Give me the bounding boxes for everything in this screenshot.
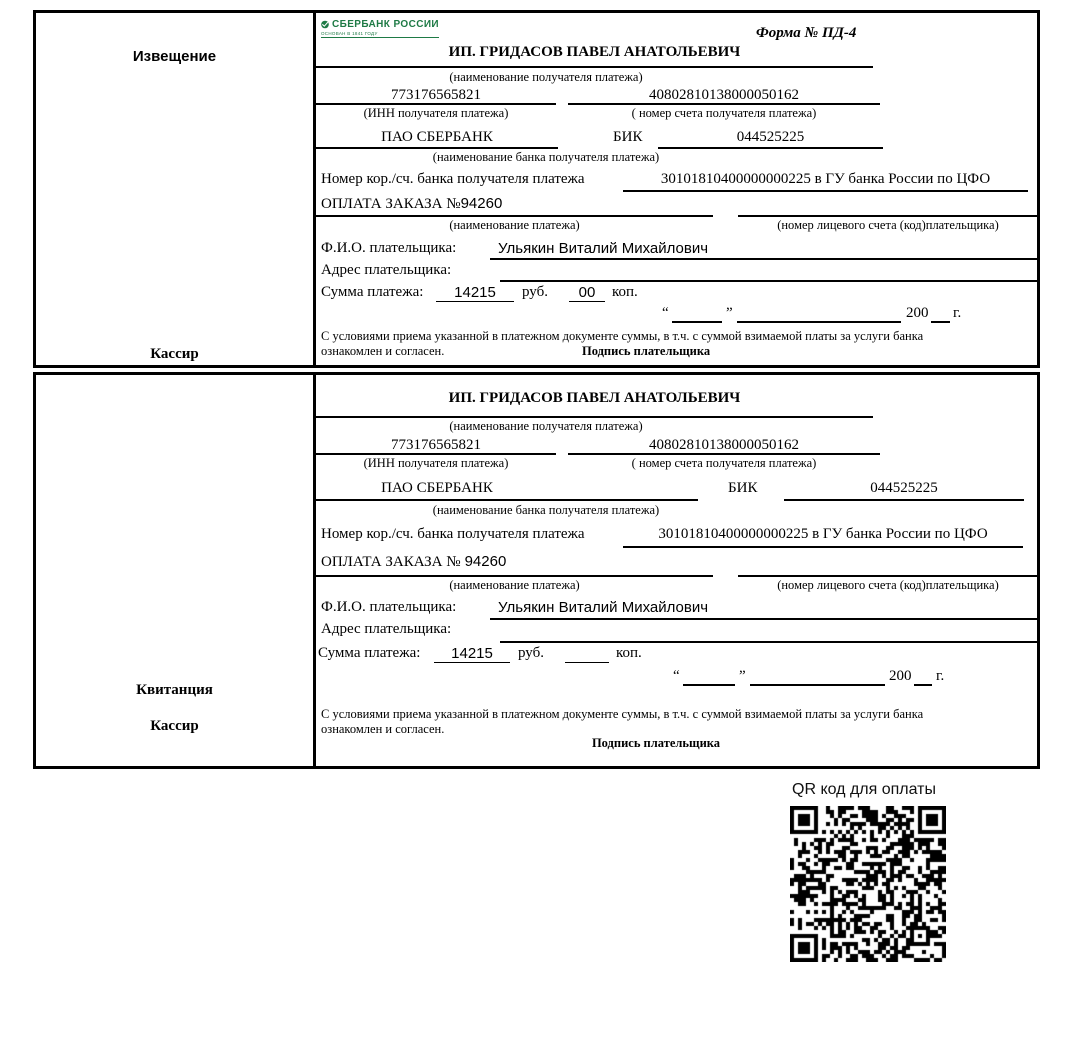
- account-underline: [568, 103, 880, 105]
- terms-line1: С условиями приема указанной в платежном документе суммы, в т.ч. с суммой взимаемой платы за услуги банка: [321, 707, 924, 721]
- signature-label: Подпись плательщика: [591, 736, 721, 750]
- notice-right-column: [316, 13, 1037, 365]
- personal-account-underline: [738, 215, 1038, 217]
- sberbank-logo: [321, 18, 439, 38]
- inn-underline: [316, 103, 556, 105]
- amount-rub-value: 14215: [436, 284, 514, 302]
- qr-code-label: QR код для оплаты: [792, 781, 937, 798]
- amount-kop-value: 00: [569, 284, 605, 302]
- form-number: Форма № ПД-4: [756, 25, 857, 41]
- bank-caption: (наименование банка получателя платежа): [432, 150, 660, 164]
- date-open-quote: “: [662, 305, 669, 321]
- sberbank-emblem-icon: [321, 18, 329, 31]
- receipt-right-column: [316, 375, 1037, 766]
- date-month-underline: [737, 321, 901, 323]
- rub-label: руб.: [522, 284, 548, 300]
- corr-account-label: Номер кор./сч. банка получателя платежа: [321, 171, 585, 187]
- corr-account-underline: [623, 190, 1028, 192]
- bik-label: БИК: [728, 480, 758, 496]
- corr-account-label: Номер кор./сч. банка получателя платежа: [321, 526, 585, 542]
- bik-value: 044525225: [736, 129, 805, 145]
- order-number: 94260: [464, 553, 507, 570]
- terms-line2: ознакомлен и согласен.: [321, 722, 445, 736]
- kop-label: коп.: [616, 645, 642, 661]
- date-year-prefix: 200: [889, 668, 912, 684]
- corr-account-value: 30101810400000000225 в ГУ банка России по ЦФО: [660, 171, 991, 187]
- account-value: 40802810138000050162: [649, 87, 799, 103]
- payment-purpose-row: [321, 195, 502, 213]
- sberbank-brand-text: СБЕРБАНК РОССИИ: [331, 19, 439, 30]
- payer-name-value: Ульякин Виталий Михайлович: [498, 599, 709, 616]
- receipt-left-column: [36, 375, 316, 766]
- corr-account-value: 30101810400000000225 в ГУ банка России по ЦФО: [658, 526, 988, 542]
- notice-left-column: [36, 13, 316, 365]
- amount-rub-value: 14215: [434, 645, 510, 663]
- recipient-name: ИП. ГРИДАСОВ ПАВЕЛ АНАТОЛЬЕВИЧ: [448, 390, 741, 406]
- sberbank-tagline: ОСНОВАН В 1841 ГОДУ: [321, 31, 378, 36]
- date-close-quote: ”: [726, 305, 733, 321]
- date-year-underline: [931, 321, 950, 323]
- receipt-title: Квитанция: [136, 682, 213, 698]
- order-number: 94260: [460, 195, 503, 212]
- amount-kop-value: [565, 645, 609, 663]
- inn-caption: (ИНН получателя платежа): [363, 456, 509, 470]
- date-year-underline: [914, 684, 932, 686]
- payer-name-value: Ульякин Виталий Михайлович: [498, 240, 709, 257]
- account-caption: ( номер счета получателя платежа): [631, 106, 817, 120]
- notice-section: [33, 10, 1040, 368]
- bik-label: БИК: [613, 129, 643, 145]
- bik-value: 044525225: [870, 480, 938, 496]
- recipient-name: ИП. ГРИДАСОВ ПАВЕЛ АНАТОЛЬЕВИЧ: [448, 44, 741, 60]
- terms-line1: С условиями приема указанной в платежном документе суммы, в т.ч. с суммой взимаемой платы за услуги банка: [321, 329, 924, 343]
- payer-address-underline: [500, 280, 1037, 282]
- date-day-underline: [672, 321, 722, 323]
- rub-label: руб.: [518, 645, 544, 661]
- payer-name-label: Ф.И.О. плательщика:: [321, 240, 457, 256]
- recipient-caption: (наименование получателя платежа): [449, 70, 643, 84]
- date-day-underline: [683, 684, 735, 686]
- qr-code-image: [790, 806, 946, 962]
- inn-caption: (ИНН получателя платежа): [363, 106, 509, 120]
- payer-address-label: Адрес плательщика:: [321, 262, 452, 278]
- bank-name-value: ПАО СБЕРБАНК: [381, 480, 493, 496]
- notice-cashier-label: Кассир: [150, 346, 199, 362]
- notice-title: Извещение: [132, 48, 217, 65]
- corr-account-underline: [623, 546, 1023, 548]
- bank-name-value: ПАО СБЕРБАНК: [381, 129, 493, 145]
- account-underline: [568, 453, 880, 455]
- payment-purpose-underline: [316, 575, 713, 577]
- bank-name-underline: [316, 499, 698, 501]
- payer-name-underline: [490, 618, 1037, 620]
- inn-value: 773176565821: [391, 437, 481, 453]
- recipient-underline: [316, 416, 873, 418]
- payer-name-underline: [490, 258, 1037, 260]
- date-close-quote: ”: [739, 668, 746, 684]
- signature-label: Подпись плательщика: [582, 344, 711, 358]
- payment-caption: (наименование платежа): [449, 578, 580, 592]
- personal-account-underline: [738, 575, 1038, 577]
- date-open-quote: “: [673, 668, 680, 684]
- bik-underline: [658, 147, 883, 149]
- bank-caption: (наименование банка получателя платежа): [432, 503, 660, 517]
- payment-purpose-row: [321, 553, 506, 571]
- account-value: 40802810138000050162: [649, 437, 799, 453]
- kop-label: коп.: [612, 284, 638, 300]
- terms-line2: ознакомлен и согласен.: [321, 344, 445, 358]
- payer-address-label: Адрес плательщика:: [321, 621, 452, 637]
- date-month-underline: [750, 684, 885, 686]
- payer-address-underline: [500, 641, 1037, 643]
- date-year-suffix: г.: [953, 305, 962, 321]
- personal-account-caption: (номер лицевого счета (код)плательщика): [777, 578, 999, 592]
- recipient-caption: (наименование получателя платежа): [449, 419, 643, 433]
- payment-purpose-label: ОПЛАТА ЗАКАЗА №: [321, 196, 461, 212]
- inn-value: 773176565821: [391, 87, 481, 103]
- bik-underline: [784, 499, 1024, 501]
- payment-purpose-underline: [316, 215, 713, 217]
- date-year-prefix: 200: [906, 305, 929, 321]
- date-year-suffix: г.: [936, 668, 945, 684]
- payment-purpose-label: ОПЛАТА ЗАКАЗА №: [321, 554, 461, 570]
- amount-label: Сумма платежа:: [321, 284, 424, 300]
- receipt-section: [33, 372, 1040, 769]
- recipient-underline: [316, 66, 873, 68]
- amount-label: Сумма платежа:: [318, 645, 421, 661]
- account-caption: ( номер счета получателя платежа): [631, 456, 817, 470]
- inn-underline: [316, 453, 556, 455]
- bank-name-underline: [316, 147, 558, 149]
- receipt-cashier-label: Кассир: [150, 718, 199, 734]
- payment-caption: (наименование платежа): [449, 218, 580, 232]
- payer-name-label: Ф.И.О. плательщика:: [321, 599, 457, 615]
- personal-account-caption: (номер лицевого счета (код)плательщика): [777, 218, 999, 232]
